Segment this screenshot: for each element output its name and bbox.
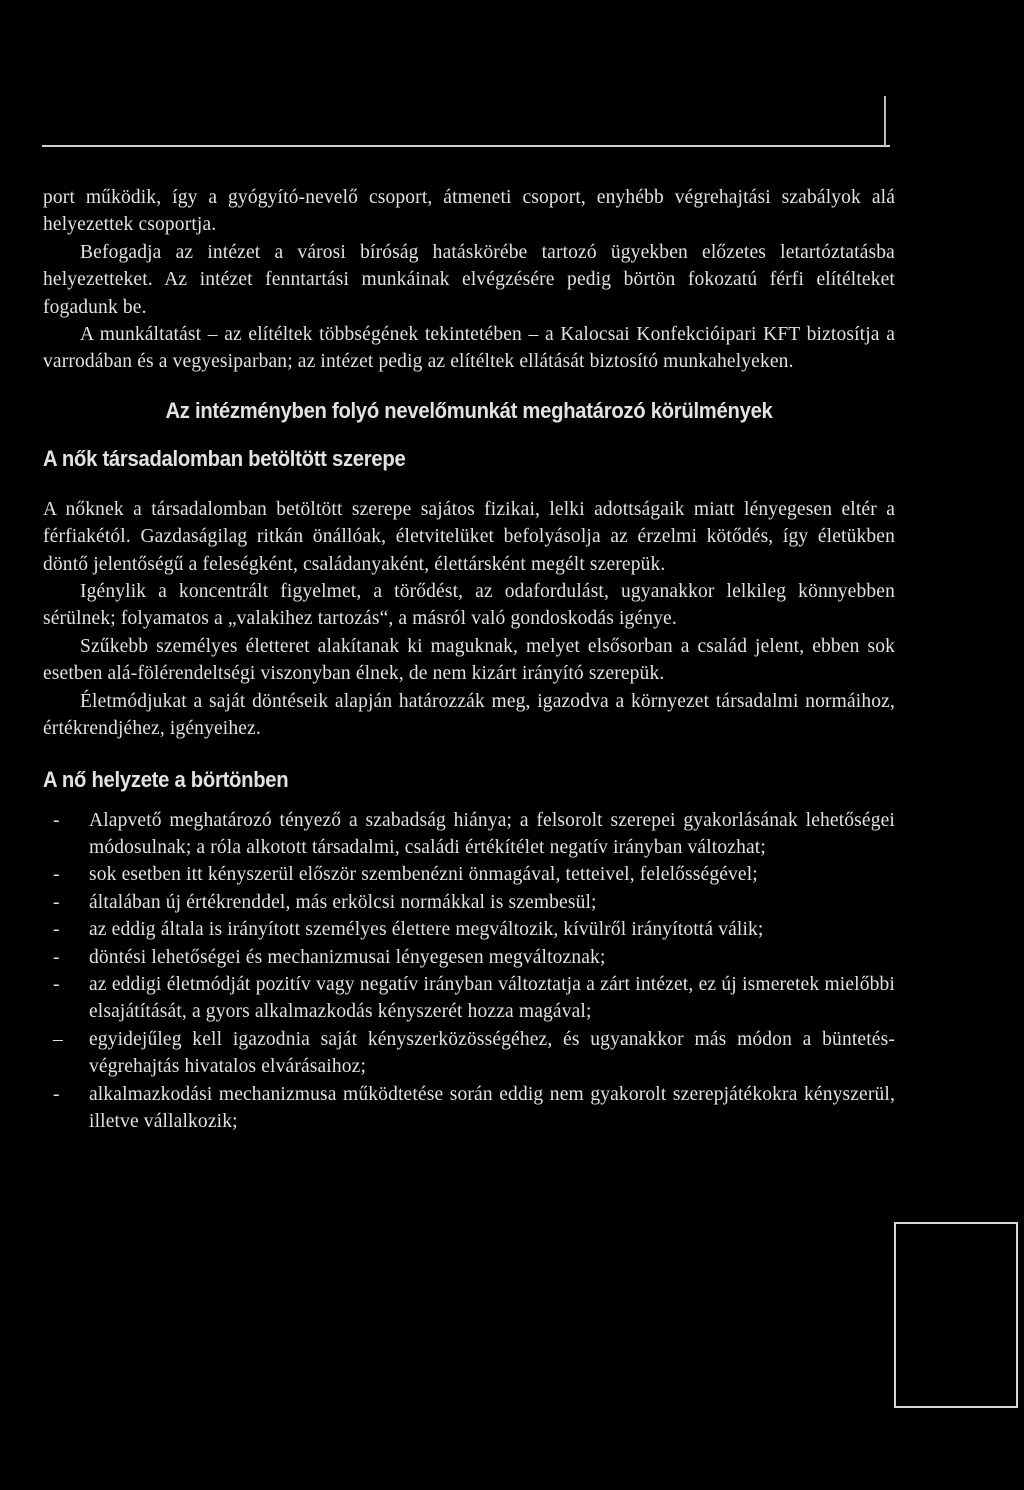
intro-paragraph-2: Befogadja az intézet a városi bíróság hatáskörébe tartozó ügyekben előzetes letartóztatásba helyezetteket. Az intézet fenntartási munkáinak elvégzésére pedig börtön fokozatú férfi elítélteket fogadunk be. — [43, 241, 895, 318]
list-item-text: általában új értékrenddel, más erkölcsi normákkal is szembesül; — [89, 891, 597, 913]
list-item-text: egyidejűleg kell igazodnia saját kényszerközösségéhez, és ugyanakkor más módon a büntetés-végrehajtás hivatalos elvárásaihoz; — [89, 1028, 895, 1078]
prison-situation-list — [43, 807, 895, 1136]
womens-role-paragraph-3: Szűkebb személyes életteret alakítanak ki maguknak, melyet elsősorban a család jelent, ebben sok esetben alá-fölérendeltségi viszonyban élnek, de nem kizárt irányító szerepük. — [43, 635, 895, 685]
list-item — [43, 807, 895, 862]
list-dash: – — [53, 1028, 63, 1050]
womens-role-paragraph-4: Életmódjukat a saját döntéseik alapján határozzák meg, igazodva a környezet társadalmi normáihoz, értékrendjéhez, igényeihez. — [43, 690, 895, 740]
list-item-text: sok esetben itt kényszerül először szembenézni önmagával, tetteivel, felelősségével; — [89, 864, 758, 886]
list-item-text: alkalmazkodási mechanizmusa működtetése során eddig nem gyakorolt szerepjátékokra kényszerül, illetve vállalkozik; — [89, 1083, 895, 1132]
section-title: Az intézményben folyó nevelőmunkát meghatározó körülmények — [165, 397, 773, 423]
list-item-text: az eddigi életmódját pozitív vagy negatív irányban változtatja a zárt intézet, ez új ismeretek mielőbbi elsajátítását, a gyors alkalmazkodás kényszerét hozza magával; — [89, 973, 895, 1023]
list-dash: - — [53, 919, 60, 941]
page-body — [43, 184, 895, 1135]
womens-role-paragraph-1: A nőknek a társadalomban betöltött szerepe sajátos fizikai, lelki adottságaik miatt lényegesen eltér a férfiakétól. Gazdaságilag ritkán önállóak, életvitelüket befolyásolja az érzelmi kötődés, így életükben döntő jelentőségű a feleségként, családanyaként, élettársként megélt szerepük. — [43, 498, 895, 575]
intro-paragraph-1: port működik, így a gyógyító-nevelő csoport, átmeneti csoport, enyhébb végrehajtási szabályok alá helyezettek csoportja. — [43, 187, 895, 236]
top-right-tick-mark — [884, 96, 886, 146]
list-dash: - — [53, 946, 60, 968]
list-item — [43, 889, 895, 916]
list-item-text: döntési lehetőségei és mechanizmusai lényegesen megváltoznak; — [89, 946, 606, 968]
list-item-text: Alapvető meghatározó tényező a szabadság hiánya; a felsorolt szerepei gyakorlásának lehetőségei módosulnak; a róla alkotott társadalmi, családi értékítélet negatív irányban változhat; — [89, 809, 895, 858]
intro-paragraph-3: A munkáltatást – az elítéltek többségének tekintetében – a Kalocsai Konfekcióipari KFT biztosítja a varrodában és a vegyesiparban; az intézet pedig az elítéltek ellátását biztosító munkahelyeken. — [43, 324, 895, 373]
list-item — [43, 861, 895, 888]
list-item — [43, 1081, 895, 1136]
list-item — [43, 971, 895, 1026]
list-item-text: az eddig általa is irányított személyes élettere megváltozik, kívülről irányítottá válik; — [89, 919, 764, 941]
list-item — [43, 1026, 895, 1081]
womens-role-paragraph-2: Igénylik a koncentrált figyelmet, a törődést, az odafordulást, ugyanakkor lelkileg könnyebben sérülnek; folyamatos a „valakihez tartozás“, a másról való gondoskodás igénye. — [43, 581, 895, 630]
list-item — [43, 916, 895, 943]
list-dash: - — [53, 973, 60, 995]
top-horizontal-rule — [42, 145, 890, 147]
list-item — [43, 944, 895, 971]
list-dash: - — [53, 1083, 60, 1105]
spacer — [43, 474, 895, 496]
list-dash: - — [53, 864, 60, 886]
list-dash: - — [53, 891, 60, 913]
spacer — [43, 795, 895, 807]
margin-frame-box — [894, 1222, 1018, 1408]
list-dash: - — [53, 809, 60, 831]
subsection-title-prison-situation: A nő helyzete a börtönben — [43, 766, 289, 792]
subsection-title-womens-role: A nők társadalomban betöltött szerepe — [43, 445, 406, 471]
